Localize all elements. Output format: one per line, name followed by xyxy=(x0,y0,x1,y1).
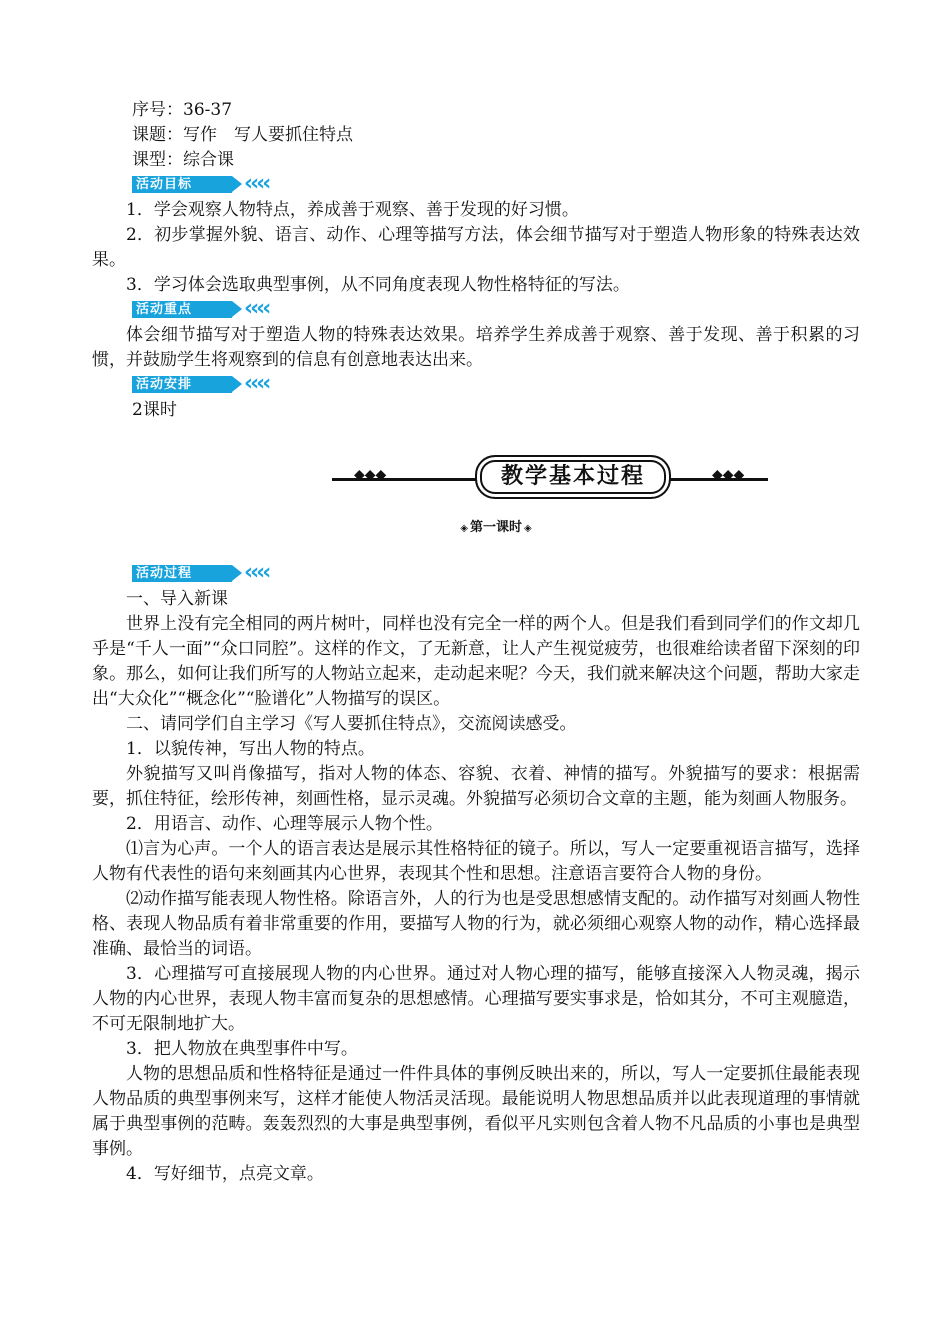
goals-badge xyxy=(132,171,302,196)
process-paragraph: 人物的思想品质和性格特征是通过一件件具体的事例反映出来的，所以，写人一定要抓住最能表现人物品质的典型事例来写，这样才能使人物活灵活现。最能说明人物思想品质并以此表现道理的事情就属于典型事例的范畴。轰轰烈烈的大事是典型事例，看似平凡实则包含着人物不凡品质的小事也是典型事例。 xyxy=(92,1064,860,1159)
chevrons-left-icon: ‹‹‹‹ xyxy=(244,171,269,196)
process-paragraph: 1．以貌传神，写出人物的特点。 xyxy=(126,739,375,759)
chevrons-left-icon: ‹‹‹‹ xyxy=(244,296,269,321)
goal-item: 1．学会观察人物特点，养成善于观察、善于发现的好习惯。 xyxy=(126,200,579,220)
lesson-topic: 课题：写作 写人要抓住特点 xyxy=(132,125,353,145)
schedule-badge-label: 活动安排 xyxy=(132,376,232,393)
serial-number: 序号：36-37 xyxy=(132,100,233,120)
schedule-badge xyxy=(132,371,302,396)
banner-title: 教学基本过程 xyxy=(475,455,671,499)
process-paragraph: 二、请同学们自主学习《写人要抓住特点》，交流阅读感受。 xyxy=(126,714,577,734)
lesson-type: 课型：综合课 xyxy=(132,150,234,170)
process-badge xyxy=(132,560,302,585)
chevrons-left-icon: ‹‹‹‹ xyxy=(244,560,269,585)
process-paragraph: 世界上没有完全相同的两片树叶，同样也没有完全一样的两个人。但是我们看到同学们的作文却几乎是“千人一面”“众口同腔”。这样的作文，了无新意，让人产生视觉疲劳，也很难给读者留下深刻的印象。那么，如何让我们所写的人物站立起来，走动起来呢？今天，我们就来解决这个问题，帮助大家走出“大众化”“概念化”“脸谱化”人物描写的误区。 xyxy=(92,614,860,709)
lesson-heading xyxy=(132,515,860,541)
section-banner xyxy=(92,441,860,505)
diamond-ornament-icon: ◆◆◆ xyxy=(354,467,387,483)
process-paragraph: 2．用语言、动作、心理等展示人物个性。 xyxy=(126,814,443,834)
goal-item: 3．学习体会选取典型事例，从不同角度表现人物性格特征的写法。 xyxy=(126,275,630,295)
process-paragraph: 3．把人物放在典型事件中写。 xyxy=(126,1039,358,1059)
process-paragraph: 3．心理描写可直接展现人物的内心世界。通过对人物心理的描写，能够直接深入人物灵魂，揭示人物的内心世界，表现人物丰富而复杂的思想感情。心理描写要实事求是，恰如其分，不可主观臆造，不可无限制地扩大。 xyxy=(92,964,860,1034)
process-badge-label: 活动过程 xyxy=(132,565,232,582)
ornament-icon: ◈ xyxy=(460,523,468,534)
goal-item: 2．初步掌握外貌、语言、动作、心理等描写方法，体会细节描写对于塑造人物形象的特殊表达效果。 xyxy=(92,225,860,270)
goals-badge-label: 活动目标 xyxy=(132,176,232,193)
focus-text: 体会细节描写对于塑造人物的特殊表达效果。培养学生养成善于观察、善于发现、善于积累的习惯，并鼓励学生将观察到的信息有创意地表达出来。 xyxy=(92,325,860,370)
diamond-ornament-icon: ◆◆◆ xyxy=(712,467,745,483)
process-paragraph: 外貌描写又叫肖像描写，指对人物的体态、容貌、衣着、神情的描写。外貌描写的要求：根据需要，抓住特征，绘形传神，刻画性格，显示灵魂。外貌描写必须切合文章的主题，能为刻画人物服务。 xyxy=(92,764,860,809)
lesson-label: 第一课时 xyxy=(469,520,522,535)
schedule-text: 2课时 xyxy=(132,400,177,420)
ornament-icon: ◈ xyxy=(524,523,532,534)
focus-badge-label: 活动重点 xyxy=(132,301,232,318)
document-body xyxy=(92,98,860,1187)
process-paragraph: ⑴言为心声。一个人的语言表达是展示其性格特征的镜子。所以，写人一定要重视语言描写，选择人物有代表性的语句来刻画其内心世界，表现其个性和思想。注意语言要符合人物的身份。 xyxy=(92,839,860,884)
process-paragraph: ⑵动作描写能表现人物性格。除语言外，人的行为也是受思想感情支配的。动作描写对刻画人物性格、表现人物品质有着非常重要的作用，要描写人物的行为，就必须细心观察人物的动作，精心选择最准确、最恰当的词语。 xyxy=(92,889,860,959)
process-paragraph: 一、导入新课 xyxy=(126,589,228,609)
focus-badge xyxy=(132,296,302,321)
chevrons-left-icon: ‹‹‹‹ xyxy=(244,371,269,396)
process-paragraph: 4．写好细节，点亮文章。 xyxy=(126,1164,324,1184)
